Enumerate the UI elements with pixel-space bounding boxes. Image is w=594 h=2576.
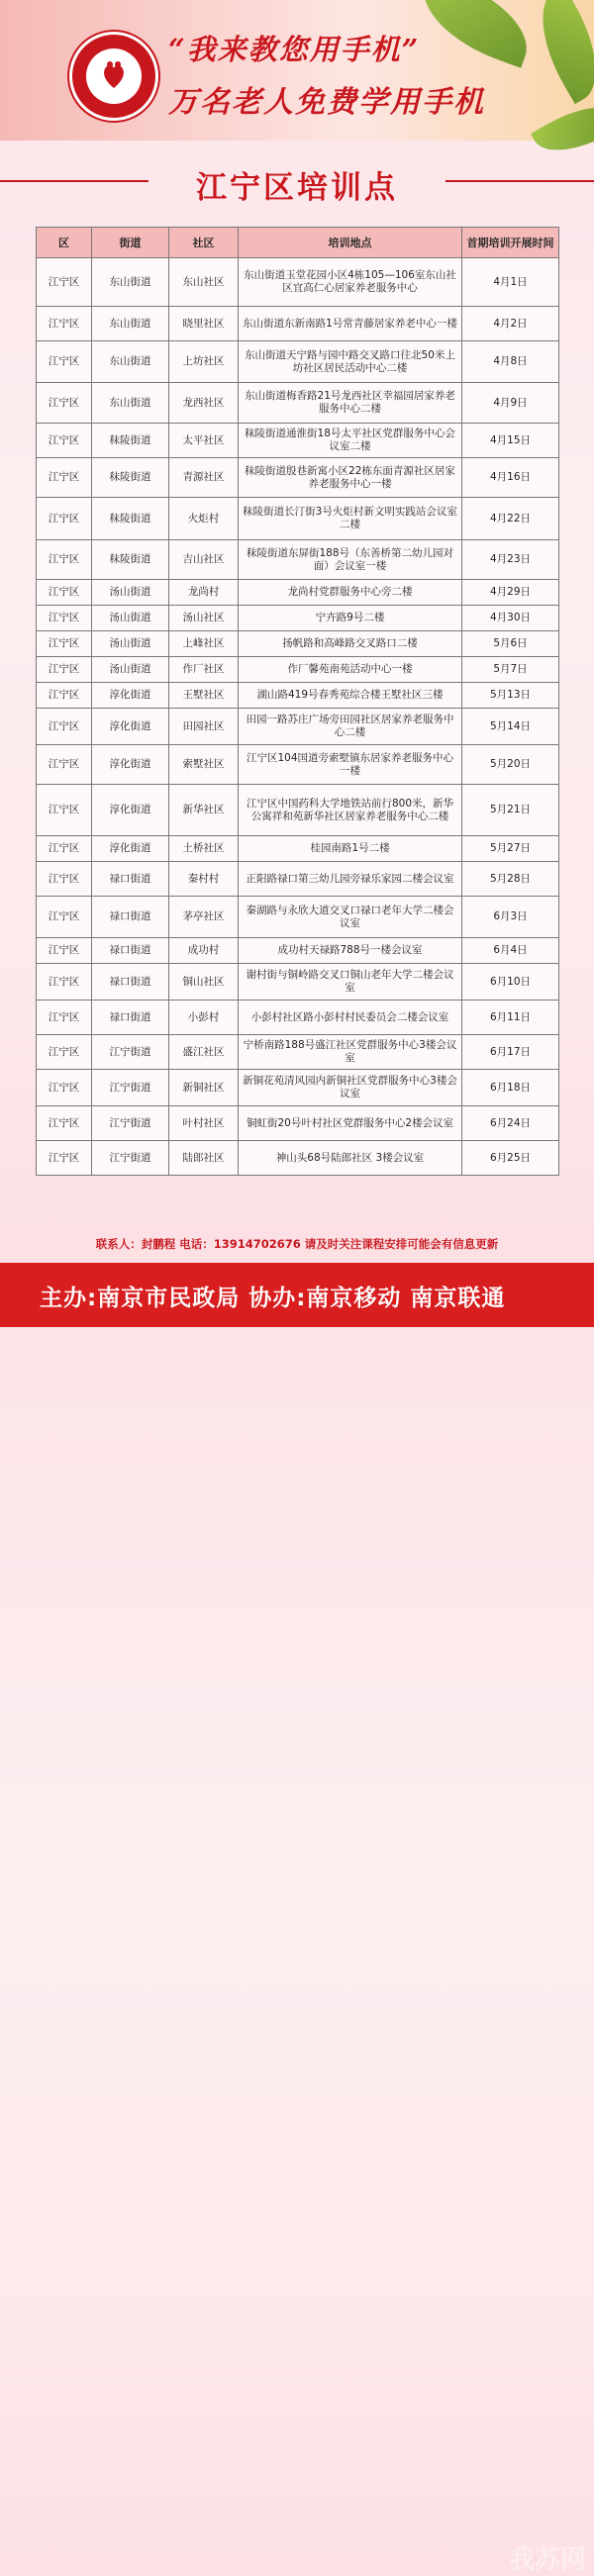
cell-start-date: 4月22日 (462, 498, 559, 540)
cell-start-date: 6月11日 (462, 1001, 559, 1035)
table-row (37, 498, 559, 540)
cell-street: 禄口街道 (92, 964, 169, 1001)
col-header-community: 社区 (169, 228, 239, 258)
cell-community: 龙西社区 (169, 383, 239, 424)
table-row (37, 341, 559, 383)
cell-district: 江宁区 (37, 631, 92, 657)
cell-community: 上坊社区 (169, 341, 239, 383)
cell-district: 江宁区 (37, 836, 92, 862)
table-row (37, 964, 559, 1001)
table-row (37, 1001, 559, 1035)
cell-community: 新华社区 (169, 785, 239, 836)
cell-street: 汤山街道 (92, 657, 169, 683)
cell-community: 龙尚村 (169, 580, 239, 606)
cell-community: 叶村社区 (169, 1106, 239, 1141)
organizer-text: 主办:南京市民政局 协办:南京移动 南京联通 (40, 1286, 506, 1311)
cell-location: 成功村天禄路788号一楼会议室 (239, 938, 462, 964)
footer-banner (0, 1263, 594, 2575)
slogan-line1: “我来教您用手机” (168, 33, 421, 66)
cell-location: 谢村街与铜岭路交叉口铜山老年大学二楼会议室 (239, 964, 462, 1001)
cell-start-date: 4月29日 (462, 580, 559, 606)
cell-start-date: 4月2日 (462, 307, 559, 341)
cell-street: 淳化街道 (92, 785, 169, 836)
cell-start-date: 4月8日 (462, 341, 559, 383)
table-row (37, 1106, 559, 1141)
cell-street: 江宁街道 (92, 1070, 169, 1106)
cell-street: 江宁街道 (92, 1035, 169, 1070)
cell-district: 江宁区 (37, 606, 92, 631)
table-row (37, 785, 559, 836)
cell-district: 江宁区 (37, 683, 92, 709)
cell-district: 江宁区 (37, 424, 92, 458)
contact-info: 联系人：封鹏程 电话：13914702676 请及时关注课程安排可能会有信息更新 (95, 1237, 499, 1251)
cell-district: 江宁区 (37, 307, 92, 341)
cell-street: 汤山街道 (92, 631, 169, 657)
cell-location: 东山街道东新南路1号常青藤居家养老中心一楼 (239, 307, 462, 341)
watermark: 我苏网 (508, 2545, 586, 2575)
table-row (37, 1070, 559, 1106)
cell-community: 作厂社区 (169, 657, 239, 683)
cell-location: 东山街道天宁路与园中路交叉路口往北50米上坊社区居民活动中心二楼 (239, 341, 462, 383)
cell-street: 秣陵街道 (92, 424, 169, 458)
cell-start-date: 5月20日 (462, 745, 559, 785)
cell-location: 正阳路禄口第三幼儿园旁禄乐家园二楼会议室 (239, 862, 462, 897)
cell-community: 东山社区 (169, 258, 239, 307)
cell-location: 新铜花苑清风园内新铜社区党群服务中心3楼会议室 (239, 1070, 462, 1106)
table-row (37, 383, 559, 424)
cell-district: 江宁区 (37, 1070, 92, 1106)
col-header-street: 街道 (92, 228, 169, 258)
cell-district: 江宁区 (37, 1035, 92, 1070)
cell-location: 宁卉路9号二楼 (239, 606, 462, 631)
cell-street: 禄口街道 (92, 862, 169, 897)
cell-street: 淳化街道 (92, 683, 169, 709)
table-row (37, 258, 559, 307)
cell-community: 铜山社区 (169, 964, 239, 1001)
cell-start-date: 6月4日 (462, 938, 559, 964)
col-header-start-date: 首期培训开展时间 (462, 228, 559, 258)
table-row (37, 836, 559, 862)
cell-location: 小彭村社区路小彭村村民委员会二楼会议室 (239, 1001, 462, 1035)
cell-start-date: 4月16日 (462, 458, 559, 498)
cell-location: 秣陵街道长汀街3号火炬村新文明实践站会议室二楼 (239, 498, 462, 540)
cell-street: 淳化街道 (92, 745, 169, 785)
cell-location: 秣陵街道殷巷新寓小区22栋东面青源社区居家养老服务中心一楼 (239, 458, 462, 498)
slogan-line2: 万名老人免费学用手机 (168, 85, 485, 120)
leaf-decoration (521, 0, 594, 104)
cell-community: 土桥社区 (169, 836, 239, 862)
cell-street: 东山街道 (92, 258, 169, 307)
cell-start-date: 4月30日 (462, 606, 559, 631)
cell-community: 成功村 (169, 938, 239, 964)
cell-district: 江宁区 (37, 1141, 92, 1176)
cell-location: 秦湖路与永欣大道交叉口禄口老年大学二楼会议室 (239, 897, 462, 938)
col-header-location: 培训地点 (239, 228, 462, 258)
cell-street: 禄口街道 (92, 1001, 169, 1035)
cell-community: 小彭村 (169, 1001, 239, 1035)
table-row (37, 631, 559, 657)
cell-community: 陆郎社区 (169, 1141, 239, 1176)
cell-community: 秦村村 (169, 862, 239, 897)
section-title: 江宁区培训点 (196, 170, 398, 206)
cell-community: 索墅社区 (169, 745, 239, 785)
table-row (37, 683, 559, 709)
cell-community: 晓里社区 (169, 307, 239, 341)
cell-start-date: 4月9日 (462, 383, 559, 424)
cell-location: 神山头68号陆郎社区 3楼会议室 (239, 1141, 462, 1176)
cell-location: 桂园南路1号二楼 (239, 836, 462, 862)
cell-street: 禄口街道 (92, 897, 169, 938)
cell-start-date: 4月15日 (462, 424, 559, 458)
table-row (37, 540, 559, 580)
cell-district: 江宁区 (37, 745, 92, 785)
cell-district: 江宁区 (37, 862, 92, 897)
cell-street: 汤山街道 (92, 606, 169, 631)
cell-district: 江宁区 (37, 1106, 92, 1141)
table-row (37, 458, 559, 498)
cell-district: 江宁区 (37, 580, 92, 606)
cell-start-date: 5月21日 (462, 785, 559, 836)
cell-district: 江宁区 (37, 341, 92, 383)
cell-community: 汤山社区 (169, 606, 239, 631)
cell-start-date: 4月23日 (462, 540, 559, 580)
cell-location: 湖山路419号春秀苑综合楼王墅社区三楼 (239, 683, 462, 709)
cell-location: 江宁区中国药科大学地铁站前行800米，新华公寓祥和苑新华社区居家养老服务中心二楼 (239, 785, 462, 836)
cell-community: 火炬村 (169, 498, 239, 540)
cell-location: 秣陵街道东屏街188号（东善桥第二幼儿园对面）会议室一楼 (239, 540, 462, 580)
cell-location: 宁桥南路188号盛江社区党群服务中心3楼会议室 (239, 1035, 462, 1070)
leaf-decoration (409, 0, 541, 68)
table-header-row (37, 228, 559, 258)
table-row (37, 424, 559, 458)
cell-district: 江宁区 (37, 258, 92, 307)
cell-start-date: 4月1日 (462, 258, 559, 307)
cell-community: 太平社区 (169, 424, 239, 458)
cell-community: 吉山社区 (169, 540, 239, 580)
cell-street: 江宁街道 (92, 1141, 169, 1176)
cell-start-date: 6月25日 (462, 1141, 559, 1176)
cell-street: 汤山街道 (92, 580, 169, 606)
cell-location: 作厂馨苑南苑活动中心一楼 (239, 657, 462, 683)
table-row (37, 862, 559, 897)
table-row (37, 657, 559, 683)
cell-start-date: 5月7日 (462, 657, 559, 683)
cell-street: 秣陵街道 (92, 540, 169, 580)
cell-street: 淳化街道 (92, 709, 169, 745)
cell-start-date: 6月24日 (462, 1106, 559, 1141)
table-row (37, 1035, 559, 1070)
cell-start-date: 5月27日 (462, 836, 559, 862)
training-sites-table (36, 227, 559, 1176)
cell-location: 田园一路苏庄广场旁田园社区居家养老服务中心二楼 (239, 709, 462, 745)
cell-start-date: 6月3日 (462, 897, 559, 938)
cell-district: 江宁区 (37, 657, 92, 683)
cell-community: 新铜社区 (169, 1070, 239, 1106)
cell-district: 江宁区 (37, 383, 92, 424)
cell-street: 东山街道 (92, 307, 169, 341)
cell-location: 东山街道玉堂花园小区4栋105—106室东山社区宜高仁心居家养老服务中心 (239, 258, 462, 307)
table-row (37, 897, 559, 938)
cell-district: 江宁区 (37, 1001, 92, 1035)
cell-start-date: 6月10日 (462, 964, 559, 1001)
table-row (37, 938, 559, 964)
cell-street: 江宁街道 (92, 1106, 169, 1141)
cell-district: 江宁区 (37, 458, 92, 498)
cell-start-date: 6月18日 (462, 1070, 559, 1106)
cell-start-date: 5月14日 (462, 709, 559, 745)
cell-district: 江宁区 (37, 897, 92, 938)
cell-location: 铜虹街20号叶村社区党群服务中心2楼会议室 (239, 1106, 462, 1141)
cell-street: 秣陵街道 (92, 458, 169, 498)
cell-district: 江宁区 (37, 709, 92, 745)
cell-location: 龙尚村党群服务中心旁二楼 (239, 580, 462, 606)
cell-street: 东山街道 (92, 383, 169, 424)
cell-district: 江宁区 (37, 938, 92, 964)
cell-start-date: 5月13日 (462, 683, 559, 709)
cell-street: 秣陵街道 (92, 498, 169, 540)
section-title-bar (0, 158, 594, 206)
cell-district: 江宁区 (37, 785, 92, 836)
cell-district: 江宁区 (37, 498, 92, 540)
table-row (37, 580, 559, 606)
header-banner (0, 0, 594, 141)
table-row (37, 745, 559, 785)
cell-community: 王墅社区 (169, 683, 239, 709)
cell-street: 东山街道 (92, 341, 169, 383)
table-row (37, 1141, 559, 1176)
cell-location: 东山街道梅香路21号龙西社区幸福园居家养老服务中心二楼 (239, 383, 462, 424)
cell-district: 江宁区 (37, 964, 92, 1001)
cell-community: 盛江社区 (169, 1035, 239, 1070)
cell-community: 上峰社区 (169, 631, 239, 657)
cell-location: 江宁区104国道旁索墅镇东居家养老服务中心一楼 (239, 745, 462, 785)
cell-location: 扬帆路和高峰路交叉路口二楼 (239, 631, 462, 657)
heart-people-icon (102, 60, 126, 90)
cell-community: 田园社区 (169, 709, 239, 745)
table-row (37, 307, 559, 341)
table-row (37, 606, 559, 631)
cell-street: 禄口街道 (92, 938, 169, 964)
civil-affairs-logo (69, 32, 158, 121)
cell-start-date: 5月28日 (462, 862, 559, 897)
cell-community: 青源社区 (169, 458, 239, 498)
cell-community: 茅亭社区 (169, 897, 239, 938)
cell-start-date: 6月17日 (462, 1035, 559, 1070)
cell-street: 淳化街道 (92, 836, 169, 862)
col-header-district: 区 (37, 228, 92, 258)
cell-location: 秣陵街道通淮街18号太平社区党群服务中心会议室二楼 (239, 424, 462, 458)
cell-district: 江宁区 (37, 540, 92, 580)
cell-start-date: 5月6日 (462, 631, 559, 657)
leaf-decoration (531, 89, 594, 168)
table-row (37, 709, 559, 745)
